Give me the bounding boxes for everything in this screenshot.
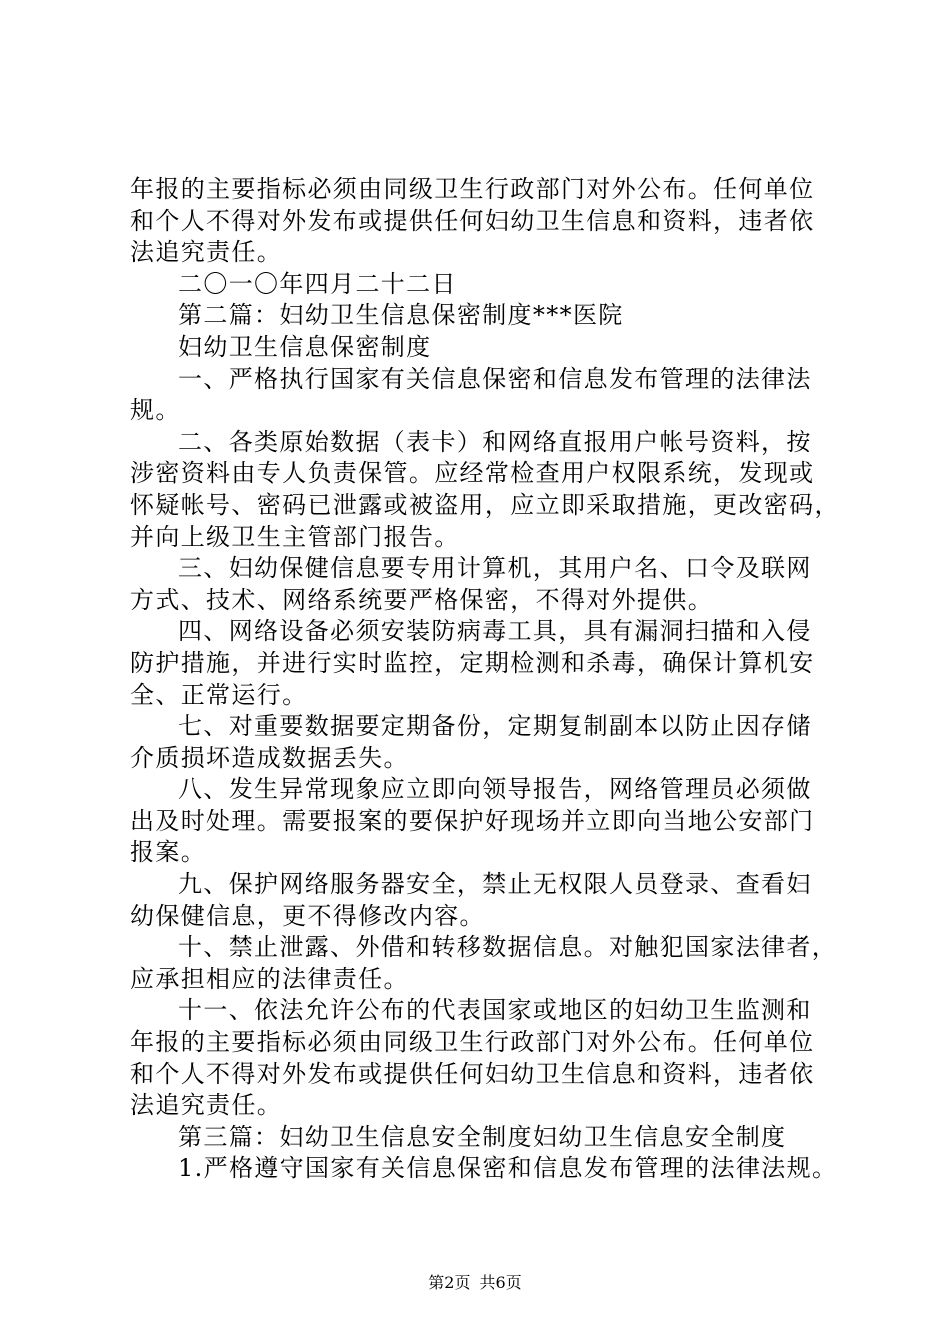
text-line: 应承担相应的法律责任。 bbox=[130, 964, 409, 993]
text-line: 妇幼卫生信息保密制度 bbox=[178, 332, 432, 361]
text-line: 九、保护网络服务器安全，禁止无权限人员登录、查看妇 bbox=[178, 870, 812, 899]
text-line: 第二篇：妇幼卫生信息保密制度***医院 bbox=[178, 301, 624, 330]
text-line: 和个人不得对外发布或提供任何妇幼卫生信息和资料，违者依 bbox=[130, 1059, 815, 1088]
text-line: 1.严格遵守国家有关信息保密和信息发布管理的法律法规。 bbox=[178, 1154, 838, 1183]
text-line: 年报的主要指标必须由同级卫生行政部门对外公布。任何单位 bbox=[130, 175, 815, 203]
page-total: 共6页 bbox=[479, 1273, 522, 1292]
text-line: 怀疑帐号、密码已泄露或被盗用，应立即采取措施，更改密码， bbox=[130, 490, 840, 519]
text-line: 年报的主要指标必须由同级卫生行政部门对外公布。任何单位 bbox=[130, 1028, 815, 1057]
text-line: 和个人不得对外发布或提供任何妇幼卫生信息和资料，违者依 bbox=[130, 206, 815, 235]
text-line: 十一、依法允许公布的代表国家或地区的妇幼卫生监测和 bbox=[178, 996, 812, 1025]
text-line: 方式、技术、网络系统要严格保密，不得对外提供。 bbox=[130, 585, 714, 614]
text-line: 法追究责任。 bbox=[130, 238, 283, 267]
text-line: 八、发生异常现象应立即向领导报告，网络管理员必须做 bbox=[178, 775, 812, 804]
text-line: 幼保健信息，更不得修改内容。 bbox=[130, 901, 485, 930]
text-line: 规。 bbox=[130, 396, 181, 425]
text-line: 四、网络设备必须安装防病毒工具，具有漏洞扫描和入侵 bbox=[178, 617, 812, 646]
text-line: 二、各类原始数据（表卡）和网络直报用户帐号资料，按 bbox=[178, 427, 812, 456]
text-line: 一、严格执行国家有关信息保密和信息发布管理的法律法 bbox=[178, 364, 812, 393]
text-line: 全、正常运行。 bbox=[130, 680, 308, 709]
text-line: 法追究责任。 bbox=[130, 1091, 283, 1120]
text-line: 第三篇：妇幼卫生信息安全制度妇幼卫生信息安全制度 bbox=[178, 1122, 787, 1151]
text-line: 报案。 bbox=[130, 838, 207, 867]
text-line: 涉密资料由专人负责保管。应经常检查用户权限系统，发现或 bbox=[130, 459, 815, 488]
text-line: 七、对重要数据要定期备份，定期复制副本以防止因存储 bbox=[178, 712, 812, 741]
page-number: 第2页 bbox=[428, 1273, 471, 1292]
text-line: 出及时处理。需要报案的要保护好现场并立即向当地公安部门 bbox=[130, 806, 815, 835]
text-line: 并向上级卫生主管部门报告。 bbox=[130, 522, 460, 551]
text-line: 十、禁止泄露、外借和转移数据信息。对触犯国家法律者， bbox=[178, 933, 838, 962]
text-line: 防护措施，并进行实时监控，定期检测和杀毒，确保计算机安 bbox=[130, 648, 815, 677]
text-line: 三、妇幼保健信息要专用计算机，其用户名、口令及联网 bbox=[178, 554, 812, 583]
text-line: 二〇一〇年四月二十二日 bbox=[178, 269, 457, 298]
text-line: 介质损坏造成数据丢失。 bbox=[130, 743, 409, 772]
page-footer bbox=[0, 1273, 950, 1293]
document-body bbox=[130, 174, 840, 1185]
